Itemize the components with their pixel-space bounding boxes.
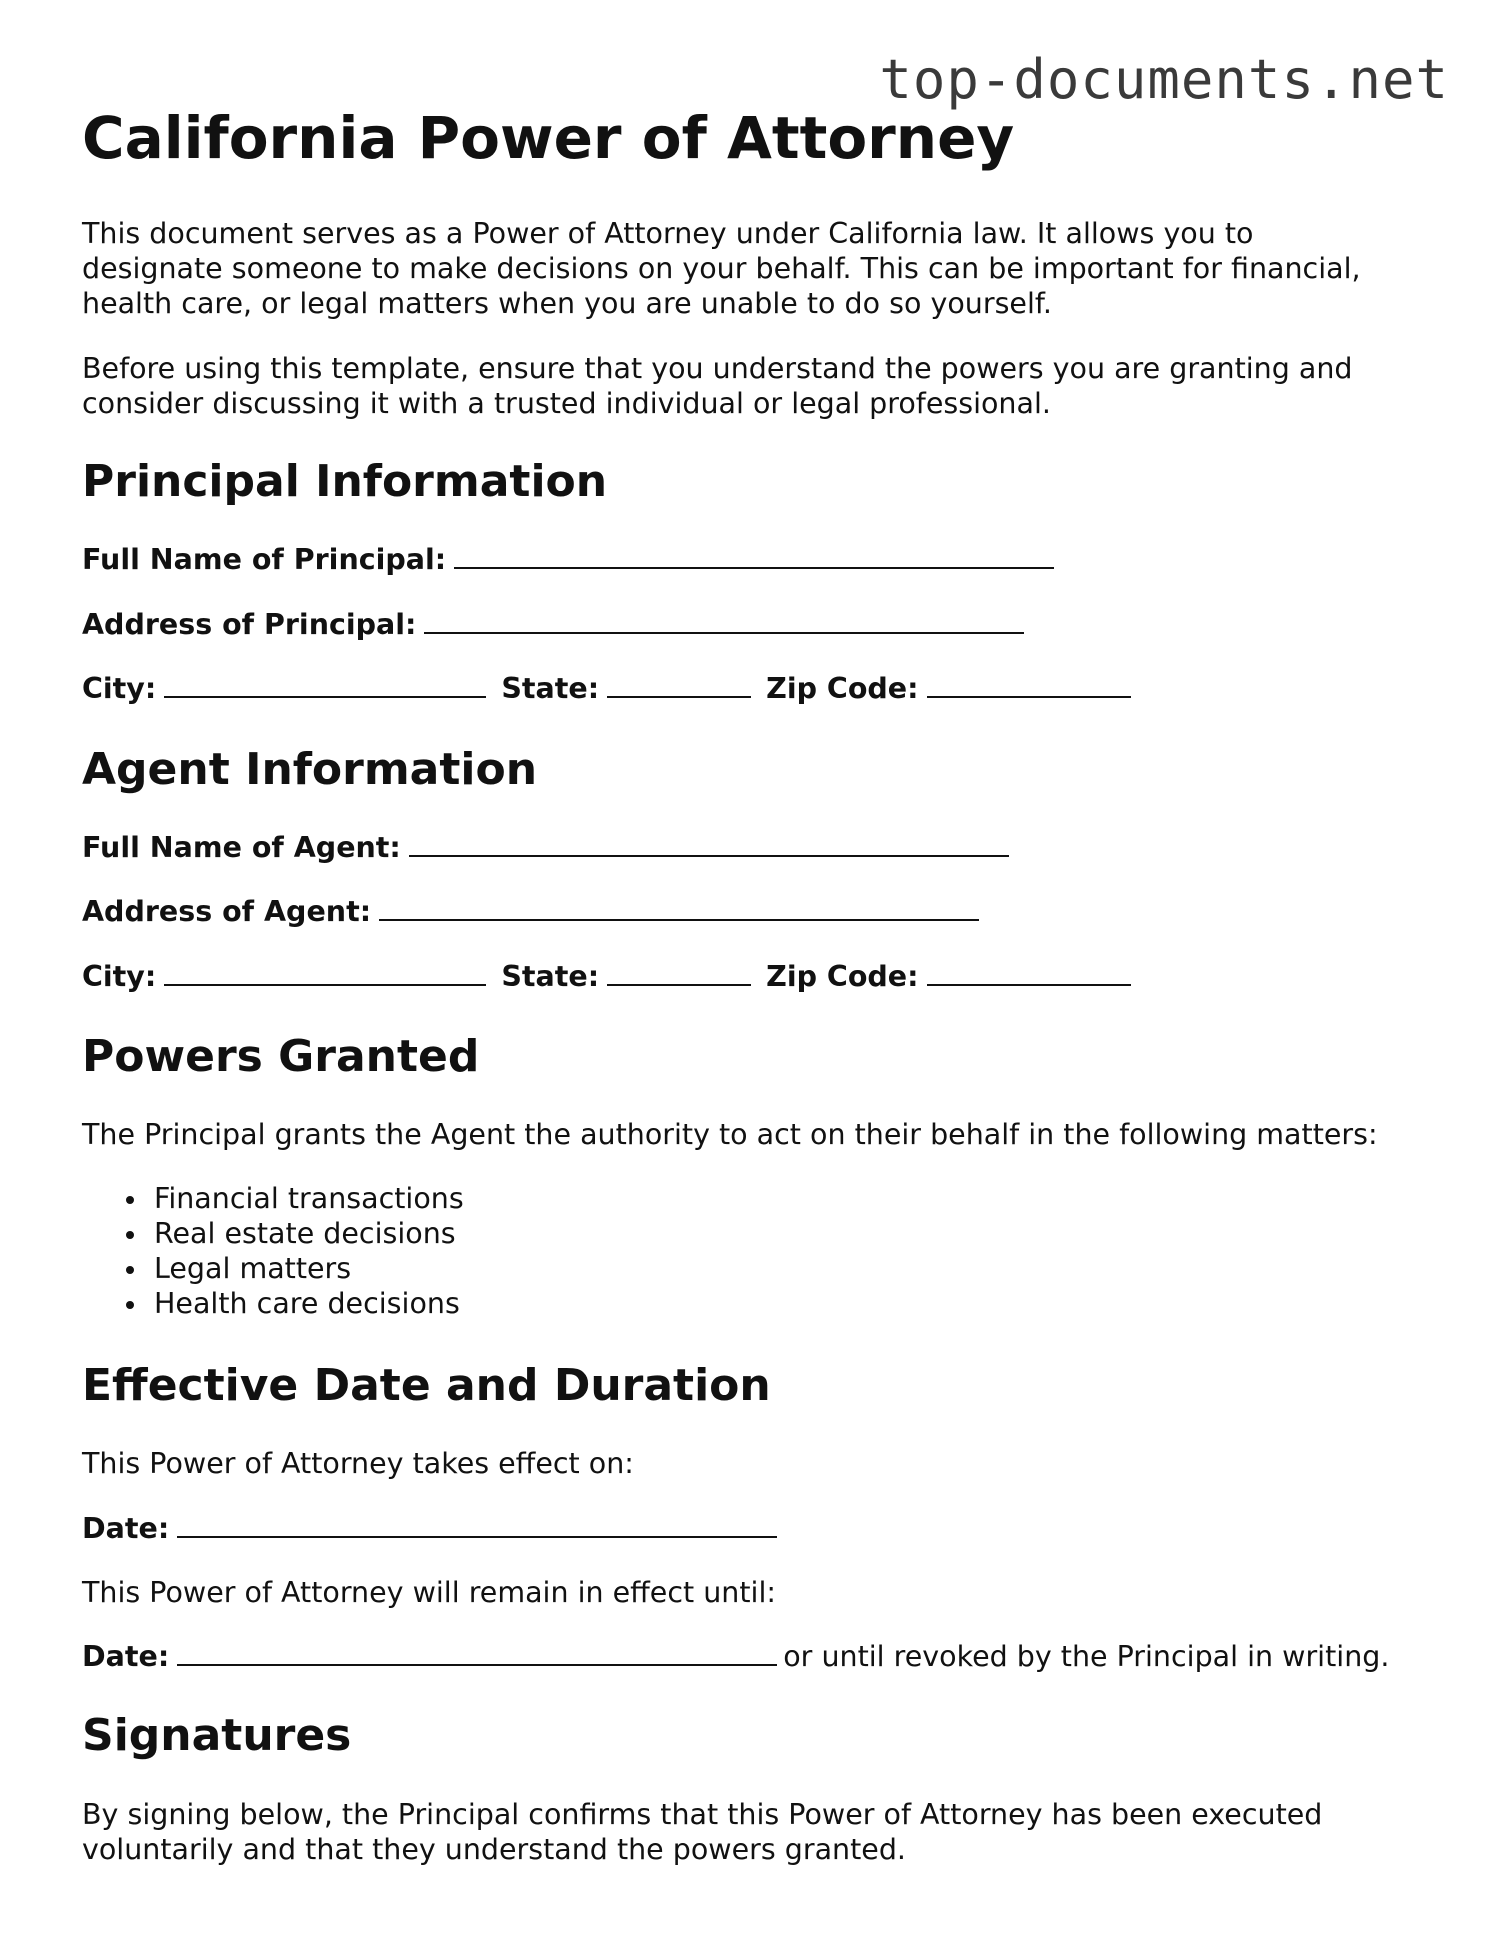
end-date-field[interactable] (177, 1663, 777, 1666)
principal-state-label: State: (501, 672, 600, 705)
intro-line: Before using this template, ensure that you understand the powers you are granting and (82, 352, 1353, 385)
powers-heading: Powers Granted (82, 1031, 480, 1082)
intro-line: designate someone to make decisions on your behalf. This can be important for financial, (82, 252, 1361, 285)
agent-city-field[interactable] (164, 983, 486, 986)
agent-name-label: Full Name of Agent: (82, 831, 401, 864)
list-item: Health care decisions (154, 1286, 464, 1321)
list-item: Real estate decisions (154, 1216, 464, 1251)
agent-name-field[interactable] (409, 854, 1009, 857)
signatures-line: voluntarily and that they understand the powers granted. (82, 1833, 906, 1866)
agent-name-row (82, 830, 1015, 865)
principal-city-row (82, 671, 1137, 706)
agent-zip-field[interactable] (927, 983, 1131, 986)
agent-state-field[interactable] (607, 983, 751, 986)
intro-line: This document serves as a Power of Attorney under California law. It allows you to (82, 217, 1254, 250)
end-date-label: Date: (82, 1640, 170, 1673)
agent-address-row (82, 894, 985, 929)
principal-zip-label: Zip Code: (766, 672, 919, 705)
principal-city-label: City: (82, 672, 157, 705)
principal-address-row (82, 607, 1030, 642)
powers-intro: The Principal grants the Agent the authority to act on their behalf in the following matters: (82, 1118, 1378, 1151)
principal-heading: Principal Information (82, 456, 608, 507)
principal-name-label: Full Name of Principal: (82, 543, 447, 576)
principal-name-row (82, 542, 1060, 577)
intro-line: health care, or legal matters when you are unable to do so yourself. (82, 287, 1052, 320)
agent-address-field[interactable] (379, 918, 979, 921)
takes-effect-text: This Power of Attorney takes effect on: (82, 1447, 634, 1480)
agent-heading: Agent Information (82, 744, 538, 795)
intro-paragraph-2 (82, 351, 1353, 421)
agent-city-label: City: (82, 960, 157, 993)
list-item: Financial transactions (154, 1182, 464, 1215)
agent-address-label: Address of Agent: (82, 895, 372, 928)
principal-zip-field[interactable] (927, 695, 1131, 698)
agent-zip-label: Zip Code: (766, 960, 919, 993)
effective-date-field[interactable] (177, 1535, 777, 1538)
page-title: California Power of Attorney (82, 104, 1015, 172)
signatures-heading: Signatures (82, 1710, 352, 1761)
agent-state-label: State: (501, 960, 600, 993)
revoked-text: or until revoked by the Principal in writing. (783, 1640, 1390, 1673)
principal-name-field[interactable] (454, 566, 1054, 569)
effective-date-row (82, 1511, 783, 1546)
signatures-paragraph (82, 1797, 1322, 1867)
effective-date-label: Date: (82, 1512, 170, 1545)
effective-heading: Effective Date and Duration (82, 1360, 771, 1411)
remain-until-text: This Power of Attorney will remain in effect until: (82, 1576, 776, 1609)
list-item: Legal matters (154, 1251, 464, 1286)
principal-city-field[interactable] (164, 695, 486, 698)
intro-line: consider discussing it with a trusted individual or legal professional. (82, 387, 1051, 420)
end-date-row (82, 1639, 1389, 1674)
signatures-line: By signing below, the Principal confirms that this Power of Attorney has been executed (82, 1798, 1323, 1831)
principal-state-field[interactable] (607, 695, 751, 698)
intro-paragraph-1 (82, 216, 1361, 321)
principal-address-field[interactable] (424, 631, 1024, 634)
agent-city-row (82, 959, 1137, 994)
principal-address-label: Address of Principal: (82, 608, 417, 641)
powers-list (154, 1181, 464, 1321)
watermark: top-documents.net (879, 48, 1449, 111)
